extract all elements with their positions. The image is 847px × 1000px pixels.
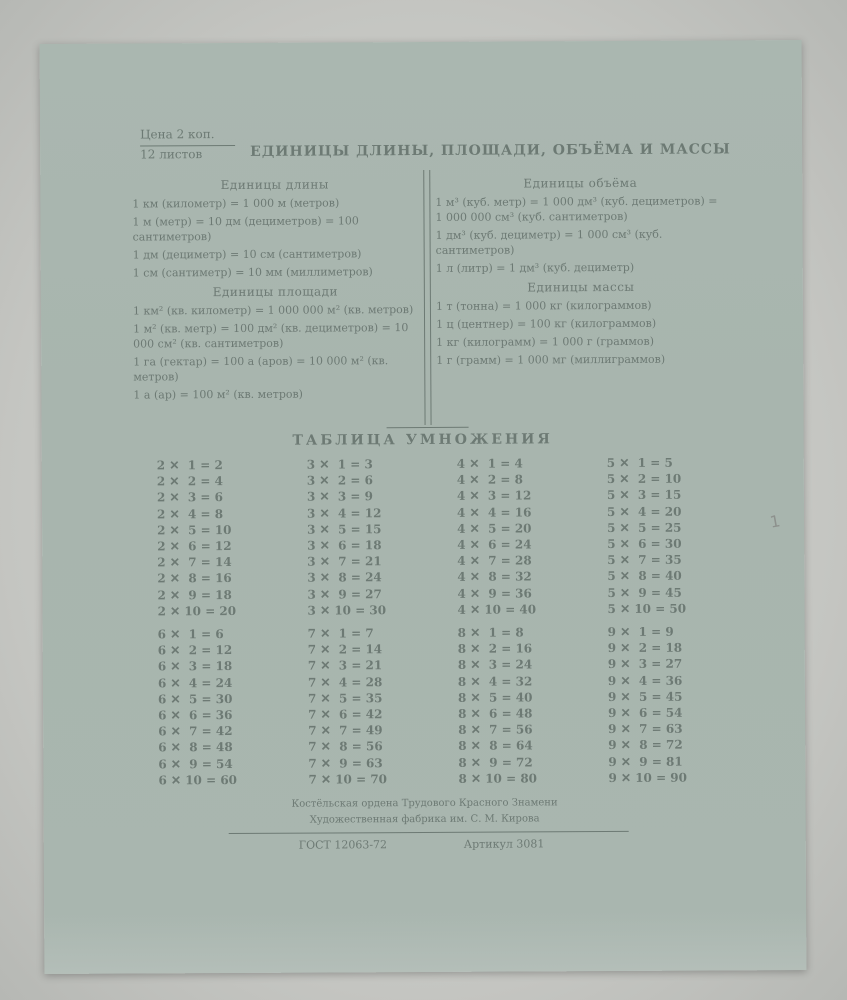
multiplication-grid-bottom	[158, 623, 779, 788]
multiplication-row: 5 ✕ 2 = 10	[606, 471, 682, 487]
multiplication-row: 9 ✕ 8 = 72	[608, 738, 683, 753]
multiplication-row: 6 ✕ 4 = 24	[157, 675, 233, 690]
multiplication-row: 7 ✕ 1 = 7	[307, 626, 374, 641]
volume-item: 1 л (литр) = 1 дм³ (куб. дециметр)	[435, 260, 635, 275]
multiplication-row: 9 ✕ 9 = 81	[608, 754, 683, 769]
multiplication-row: 7 ✕ 7 = 49	[308, 723, 383, 738]
multiplication-row: 7 ✕ 10 = 70	[308, 772, 388, 787]
area-item: 1 га (гектар) = 100 а (аров) = 10 000 м² (кв. метров)	[133, 354, 389, 384]
multiplication-column	[457, 455, 608, 618]
multiplication-row: 2 ✕ 3 = 6	[156, 490, 224, 505]
multiplication-column	[607, 454, 758, 617]
price-label: Цена 2 коп.	[140, 126, 235, 146]
multiplication-row: 6 ✕ 9 = 54	[158, 756, 233, 772]
multiplication-column	[608, 623, 759, 786]
multiplication-row: 5 ✕ 6 = 30	[607, 536, 682, 552]
multiplication-row: 3 ✕ 5 = 15	[307, 522, 382, 537]
gost-label: ГОСТ 12063-72	[298, 838, 388, 852]
multiplication-row: 5 ✕ 7 = 35	[607, 552, 682, 568]
multiplication-row: 9 ✕ 7 = 63	[608, 721, 683, 737]
volume-item: 1 дм³ (куб. дециметр) = 1 000 см³ (куб. сантиметров)	[435, 227, 663, 257]
article-label: Артикул 3081	[463, 837, 545, 851]
multiplication-row: 4 ✕ 10 = 40	[457, 602, 537, 617]
multiplication-row: 8 ✕ 6 = 48	[458, 706, 533, 721]
multiplication-row: 4 ✕ 1 = 4	[456, 456, 523, 471]
multiplication-row: 4 ✕ 6 = 24	[457, 537, 532, 552]
publisher-line-2: Художественная фабрика им. С. М. Кирова	[309, 813, 540, 826]
multiplication-row: 3 ✕ 10 = 30	[307, 603, 387, 618]
multiplication-row: 7 ✕ 4 = 28	[307, 674, 383, 690]
area-item: 1 м² (кв. метр) = 100 дм² (кв. дециметров) = 10 000 см² (кв. сантиметров)	[133, 321, 409, 351]
multiplication-row: 8 ✕ 10 = 80	[458, 771, 538, 786]
multiplication-row: 5 ✕ 9 = 45	[607, 585, 682, 600]
multiplication-row: 9 ✕ 1 = 9	[607, 624, 674, 640]
multiplication-row: 9 ✕ 10 = 90	[608, 770, 688, 785]
multiplication-column	[308, 625, 459, 788]
mass-item: 1 г (грамм) = 1 000 мг (миллиграммов)	[436, 352, 666, 367]
notebook-back-cover	[40, 40, 807, 974]
multiplication-row: 3 ✕ 7 = 21	[307, 554, 382, 569]
units-right-column	[435, 170, 726, 371]
multiplication-row: 2 ✕ 1 = 2	[156, 458, 223, 473]
multiplication-row: 4 ✕ 7 = 28	[457, 553, 532, 569]
multiplication-row: 4 ✕ 5 = 20	[457, 521, 532, 536]
multiplication-row: 4 ✕ 8 = 32	[457, 569, 532, 585]
multiplication-row: 5 ✕ 8 = 40	[607, 569, 682, 584]
multiplication-column	[158, 626, 309, 789]
multiplication-row: 7 ✕ 2 = 14	[307, 642, 383, 657]
multiplication-row: 8 ✕ 8 = 64	[458, 738, 533, 754]
multiplication-row: 7 ✕ 8 = 56	[308, 739, 383, 755]
multiplication-row: 2 ✕ 9 = 18	[157, 587, 232, 603]
multiplication-row: 6 ✕ 1 = 6	[157, 627, 224, 642]
multiplication-row: 6 ✕ 10 = 60	[158, 772, 238, 788]
mass-item: 1 ц (центнер) = 100 кг (килограммов)	[436, 316, 657, 331]
multiplication-row: 7 ✕ 3 = 21	[307, 658, 383, 674]
multiplication-column	[458, 624, 609, 787]
multiplication-row: 6 ✕ 8 = 48	[158, 740, 233, 755]
multiplication-row: 8 ✕ 2 = 16	[457, 641, 533, 657]
multiplication-row: 6 ✕ 6 = 36	[158, 708, 233, 723]
multiplication-row: 8 ✕ 5 = 40	[457, 690, 533, 705]
multiplication-row: 3 ✕ 2 = 6	[306, 473, 373, 488]
area-section-title: Единицы площади	[212, 284, 339, 300]
sheets-label: 12 листов	[140, 147, 203, 162]
column-divider	[423, 170, 431, 425]
volume-section-title: Единицы объёма	[523, 175, 638, 191]
mass-item: 1 кг (килограмм) = 1 000 г (граммов)	[436, 334, 655, 349]
multiplication-row: 6 ✕ 5 = 30	[157, 691, 233, 707]
multiplication-row: 8 ✕ 9 = 72	[458, 755, 533, 770]
length-section-title: Единицы длины	[220, 177, 329, 193]
multiplication-row: 7 ✕ 9 = 63	[308, 755, 383, 771]
length-item: 1 см (сантиметр) = 10 мм (миллиметров)	[132, 265, 373, 280]
multiplication-row: 9 ✕ 4 = 36	[607, 673, 683, 688]
multiplication-row: 3 ✕ 4 = 12	[306, 505, 382, 521]
multiplication-row: 5 ✕ 10 = 50	[607, 601, 687, 616]
multiplication-row: 5 ✕ 4 = 20	[606, 504, 682, 519]
multiplication-row: 2 ✕ 8 = 16	[157, 571, 232, 586]
pencil-mark: 1	[768, 511, 782, 532]
multiplication-row: 4 ✕ 4 = 16	[456, 505, 532, 520]
multiplication-row: 2 ✕ 2 = 4	[156, 474, 223, 489]
multiplication-row: 7 ✕ 5 = 35	[307, 691, 383, 706]
multiplication-row: 4 ✕ 3 = 12	[456, 488, 532, 504]
multiplication-row: 5 ✕ 1 = 5	[606, 455, 673, 471]
multiplication-row: 3 ✕ 1 = 3	[306, 457, 373, 472]
multiplication-row: 5 ✕ 3 = 15	[606, 488, 682, 503]
footer-rule	[229, 831, 629, 834]
multiplication-row: 5 ✕ 5 = 25	[607, 520, 682, 535]
multiplication-row: 9 ✕ 2 = 18	[607, 640, 683, 656]
multiplication-row: 2 ✕ 4 = 8	[156, 506, 224, 522]
multiplication-row: 2 ✕ 5 = 10	[157, 522, 232, 538]
multiplication-row: 9 ✕ 3 = 27	[607, 657, 683, 672]
multiplication-column	[157, 457, 308, 620]
multiplication-row: 8 ✕ 7 = 56	[458, 722, 533, 738]
multiplication-row: 2 ✕ 7 = 14	[157, 555, 232, 570]
length-item: 1 м (метр) = 10 дм (дециметров) = 100 сантиметров)	[132, 214, 359, 244]
section-rule	[387, 427, 469, 428]
multiplication-row: 9 ✕ 5 = 45	[607, 689, 683, 704]
multiplication-row: 3 ✕ 6 = 18	[307, 538, 382, 553]
multiplication-row: 3 ✕ 9 = 27	[307, 586, 382, 602]
multiplication-row: 8 ✕ 4 = 32	[457, 674, 533, 689]
area-item: 1 км² (кв. километр) = 1 000 000 м² (кв. метров)	[132, 303, 414, 318]
publisher-line-1: Костёльская ордена Трудового Красного Знамени	[291, 797, 558, 810]
multiplication-row: 6 ✕ 2 = 12	[157, 643, 233, 658]
multiplication-grid-top	[157, 454, 778, 619]
multiplication-row: 3 ✕ 3 = 9	[306, 489, 374, 505]
mass-item: 1 т (тонна) = 1 000 кг (килограммов)	[435, 298, 652, 313]
length-item: 1 дм (дециметр) = 10 см (сантиметров)	[132, 247, 362, 262]
multiplication-row: 6 ✕ 3 = 18	[157, 659, 233, 674]
multiplication-row: 4 ✕ 2 = 8	[456, 472, 523, 488]
volume-item: 1 м³ (куб. метр) = 1 000 дм³ (куб. дециметров) = 1 000 000 см³ (куб. сантиметров)	[435, 194, 718, 224]
multiplication-row: 9 ✕ 6 = 54	[608, 705, 683, 721]
multiplication-row: 6 ✕ 7 = 42	[158, 724, 233, 739]
multiplication-column	[307, 456, 458, 619]
length-item: 1 км (километр) = 1 000 м (метров)	[132, 196, 340, 211]
area-item: 1 а (ар) = 100 м² (кв. метров)	[133, 387, 304, 402]
multiplication-row: 3 ✕ 8 = 24	[307, 570, 382, 586]
multiplication-title: ТАБЛИЦА УМНОЖЕНИЯ	[292, 431, 553, 449]
multiplication-row: 8 ✕ 3 = 24	[457, 657, 533, 673]
mass-section-title: Единицы массы	[527, 279, 635, 295]
multiplication-row: 8 ✕ 1 = 8	[457, 625, 524, 640]
units-left-column	[132, 172, 418, 405]
multiplication-row: 2 ✕ 10 = 20	[157, 603, 237, 619]
page-title: ЕДИНИЦЫ ДЛИНЫ, ПЛОЩАДИ, ОБЪЁМА И МАССЫ	[250, 141, 731, 160]
multiplication-row: 4 ✕ 9 = 36	[457, 586, 532, 601]
multiplication-row: 2 ✕ 6 = 12	[157, 539, 232, 554]
multiplication-row: 7 ✕ 6 = 42	[308, 707, 383, 722]
price-block	[140, 126, 235, 162]
